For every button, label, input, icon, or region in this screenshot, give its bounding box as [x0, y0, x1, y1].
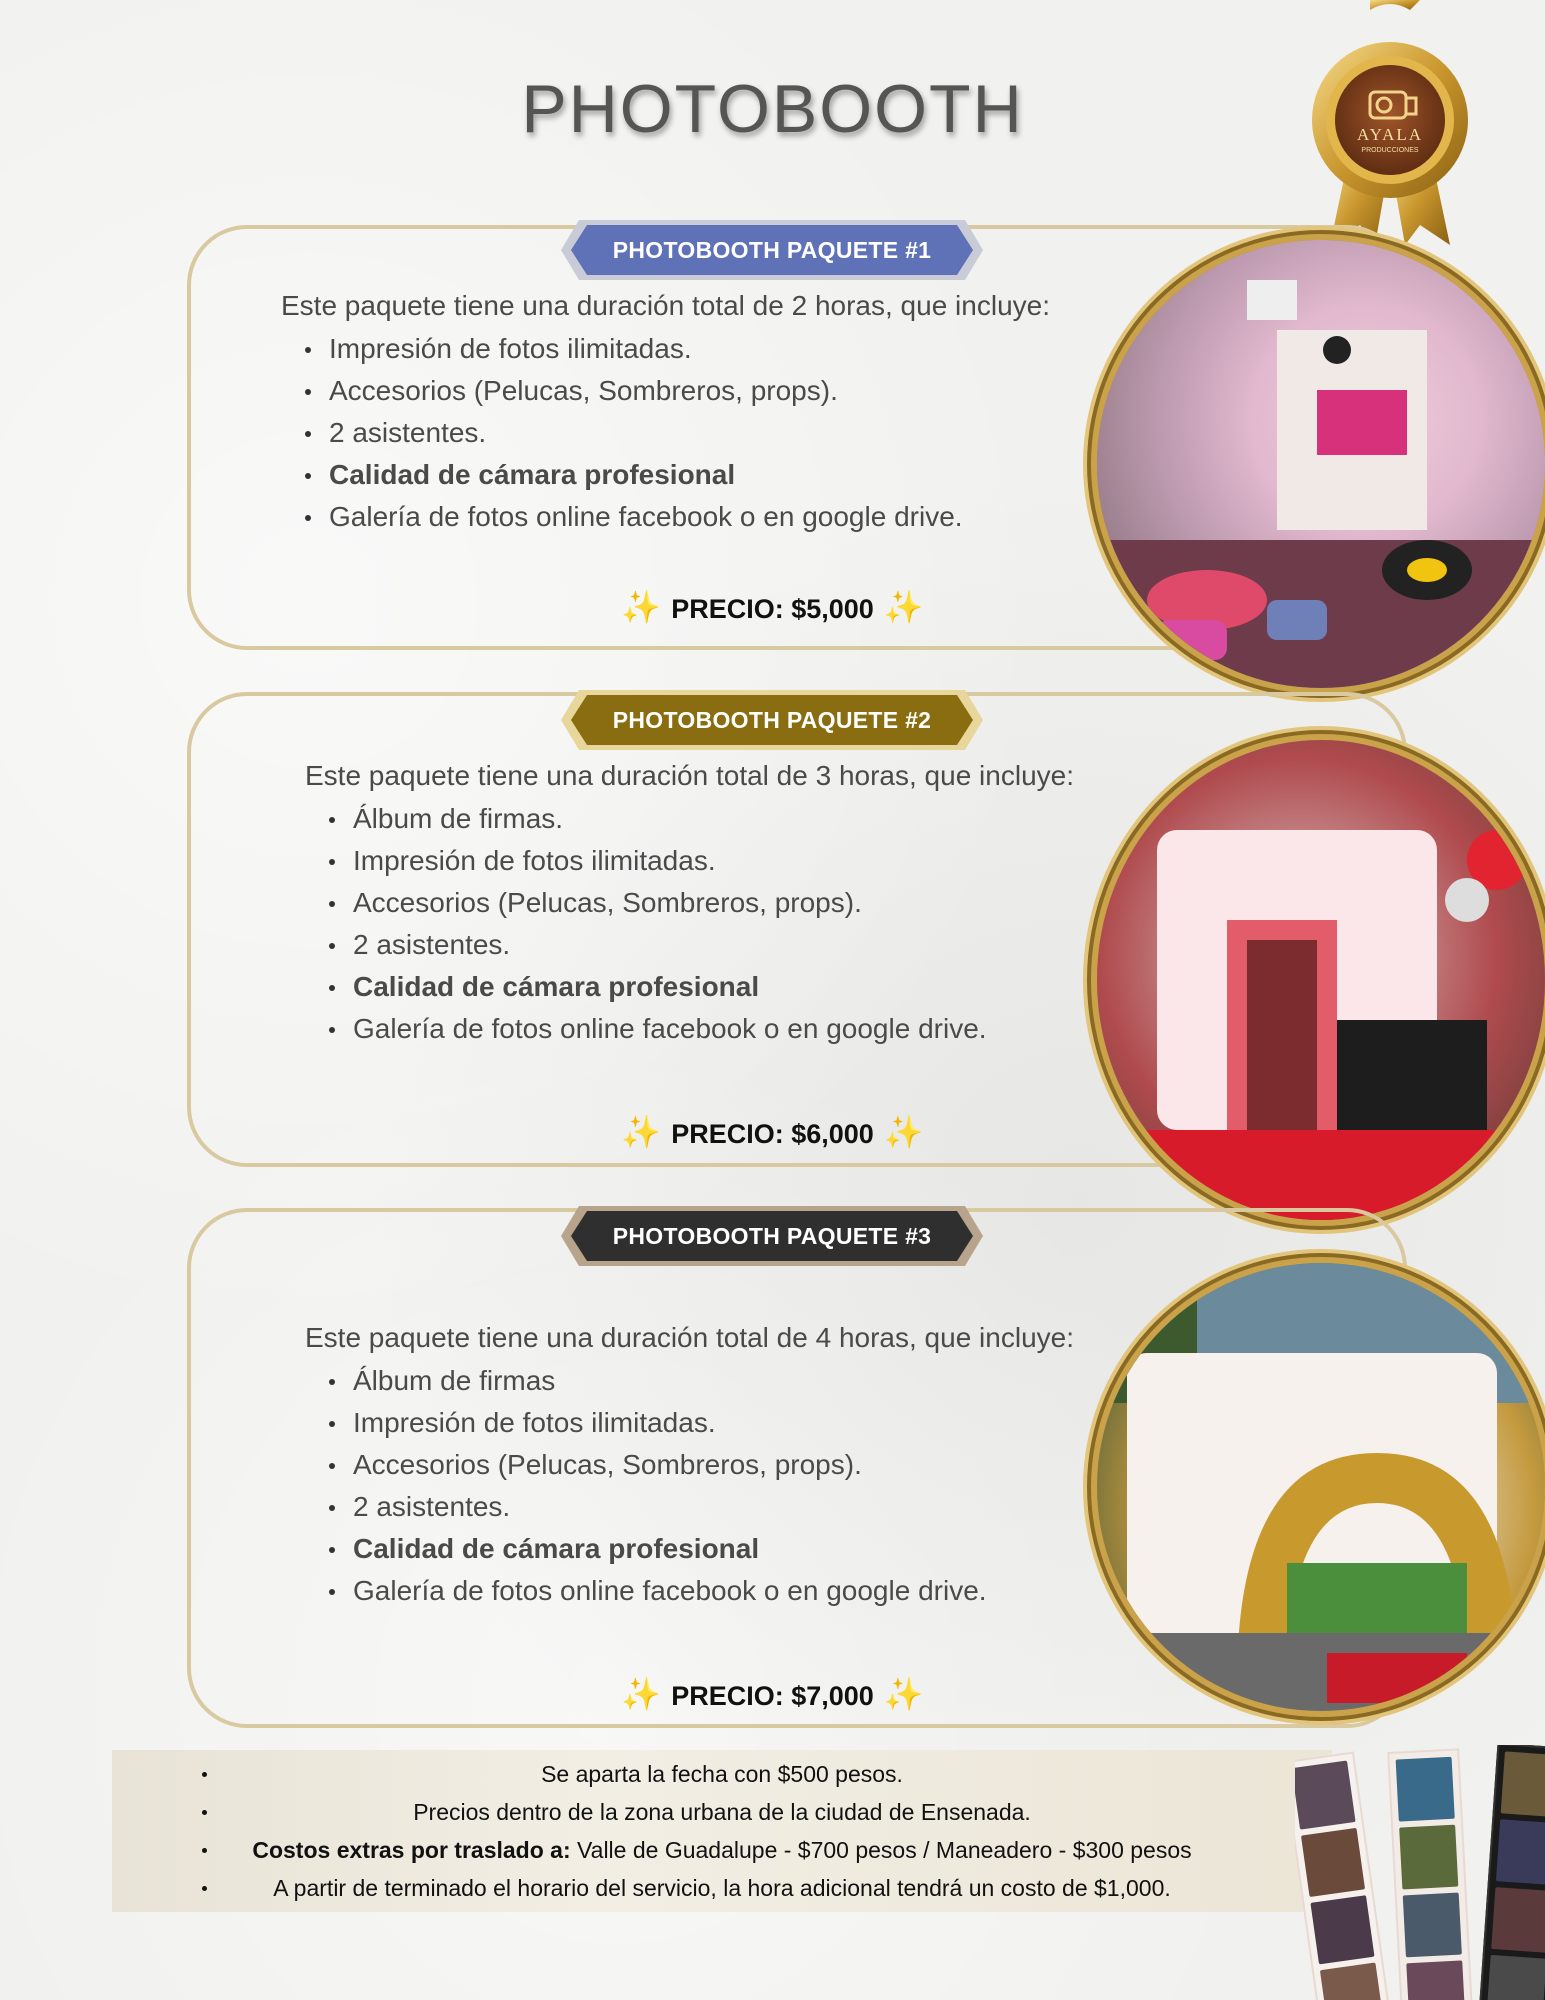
package-2-intro: Este paquete tiene una duración total de 3 horas, que incluye:	[305, 760, 1074, 791]
notes-list	[112, 1755, 1332, 1907]
page-title: PHOTOBOOTH	[521, 71, 1024, 147]
photo-strip	[1387, 1748, 1475, 2000]
list-item: Accesorios (Pelucas, Sombreros, props).	[329, 882, 987, 924]
photo-strip	[1295, 1751, 1396, 2000]
package-3-intro: Este paquete tiene una duración total de 4 horas, que incluye:	[305, 1322, 1074, 1353]
ayala-logo-badge	[1300, 0, 1480, 250]
sparkle-icon: ✨	[621, 1676, 662, 1712]
list-item: Galería de fotos online facebook o en google drive.	[329, 1570, 987, 1612]
note-item: A partir de terminado el horario del servicio, la hora adicional tendrá un costo de $1,000.	[112, 1869, 1332, 1907]
package-2-price: ✨ PRECIO: $6,000 ✨	[621, 1114, 924, 1150]
list-item: Calidad de cámara profesional	[329, 1528, 987, 1570]
package-1-price: ✨ PRECIO: $5,000 ✨	[621, 589, 924, 625]
photo-strip	[1477, 1745, 1545, 2000]
list-item: Álbum de firmas	[329, 1360, 987, 1402]
photobooth-photo-2	[1097, 740, 1545, 1220]
photobooth-photo-3	[1097, 1263, 1545, 1711]
package-1-intro: Este paquete tiene una duración total de 2 horas, que incluye:	[281, 290, 1050, 321]
sparkle-icon: ✨	[883, 589, 924, 625]
list-item: 2 asistentes.	[305, 412, 963, 454]
list-item: Calidad de cámara profesional	[305, 454, 963, 496]
sparkle-icon: ✨	[883, 1676, 924, 1712]
list-item: Álbum de firmas.	[329, 798, 987, 840]
logo-name: AYALA	[1356, 125, 1424, 144]
photobooth-photo-1	[1097, 240, 1545, 688]
list-item: Impresión de fotos ilimitadas.	[329, 840, 987, 882]
list-item: Calidad de cámara profesional	[329, 966, 987, 1008]
sparkle-icon: ✨	[621, 1114, 662, 1150]
photo-strips	[1295, 1745, 1545, 2000]
list-item: Impresión de fotos ilimitadas.	[305, 328, 963, 370]
sparkle-icon: ✨	[883, 1114, 924, 1150]
list-item: 2 asistentes.	[329, 1486, 987, 1528]
logo-subtitle: PRODUCCIONES	[1361, 147, 1419, 154]
package-1-features	[305, 328, 963, 538]
package-3-features	[329, 1360, 987, 1612]
package-2-features	[329, 798, 987, 1050]
package-3-price: ✨ PRECIO: $7,000 ✨	[621, 1676, 924, 1712]
package-3-header: PHOTOBOOTH PAQUETE #3	[561, 1206, 983, 1266]
package-1-header: PHOTOBOOTH PAQUETE #1	[561, 220, 983, 280]
list-item: 2 asistentes.	[329, 924, 987, 966]
list-item: Galería de fotos online facebook o en google drive.	[305, 496, 963, 538]
note-item: Precios dentro de la zona urbana de la ciudad de Ensenada.	[112, 1793, 1332, 1831]
note-item: Costos extras por traslado a: Valle de Guadalupe - $700 pesos / Maneadero - $300 pesos	[112, 1831, 1332, 1869]
sparkle-icon: ✨	[621, 589, 662, 625]
list-item: Accesorios (Pelucas, Sombreros, props).	[305, 370, 963, 412]
note-item: Se aparta la fecha con $500 pesos.	[112, 1755, 1332, 1793]
list-item: Galería de fotos online facebook o en google drive.	[329, 1008, 987, 1050]
list-item: Accesorios (Pelucas, Sombreros, props).	[329, 1444, 987, 1486]
package-2-header: PHOTOBOOTH PAQUETE #2	[561, 690, 983, 750]
list-item: Impresión de fotos ilimitadas.	[329, 1402, 987, 1444]
